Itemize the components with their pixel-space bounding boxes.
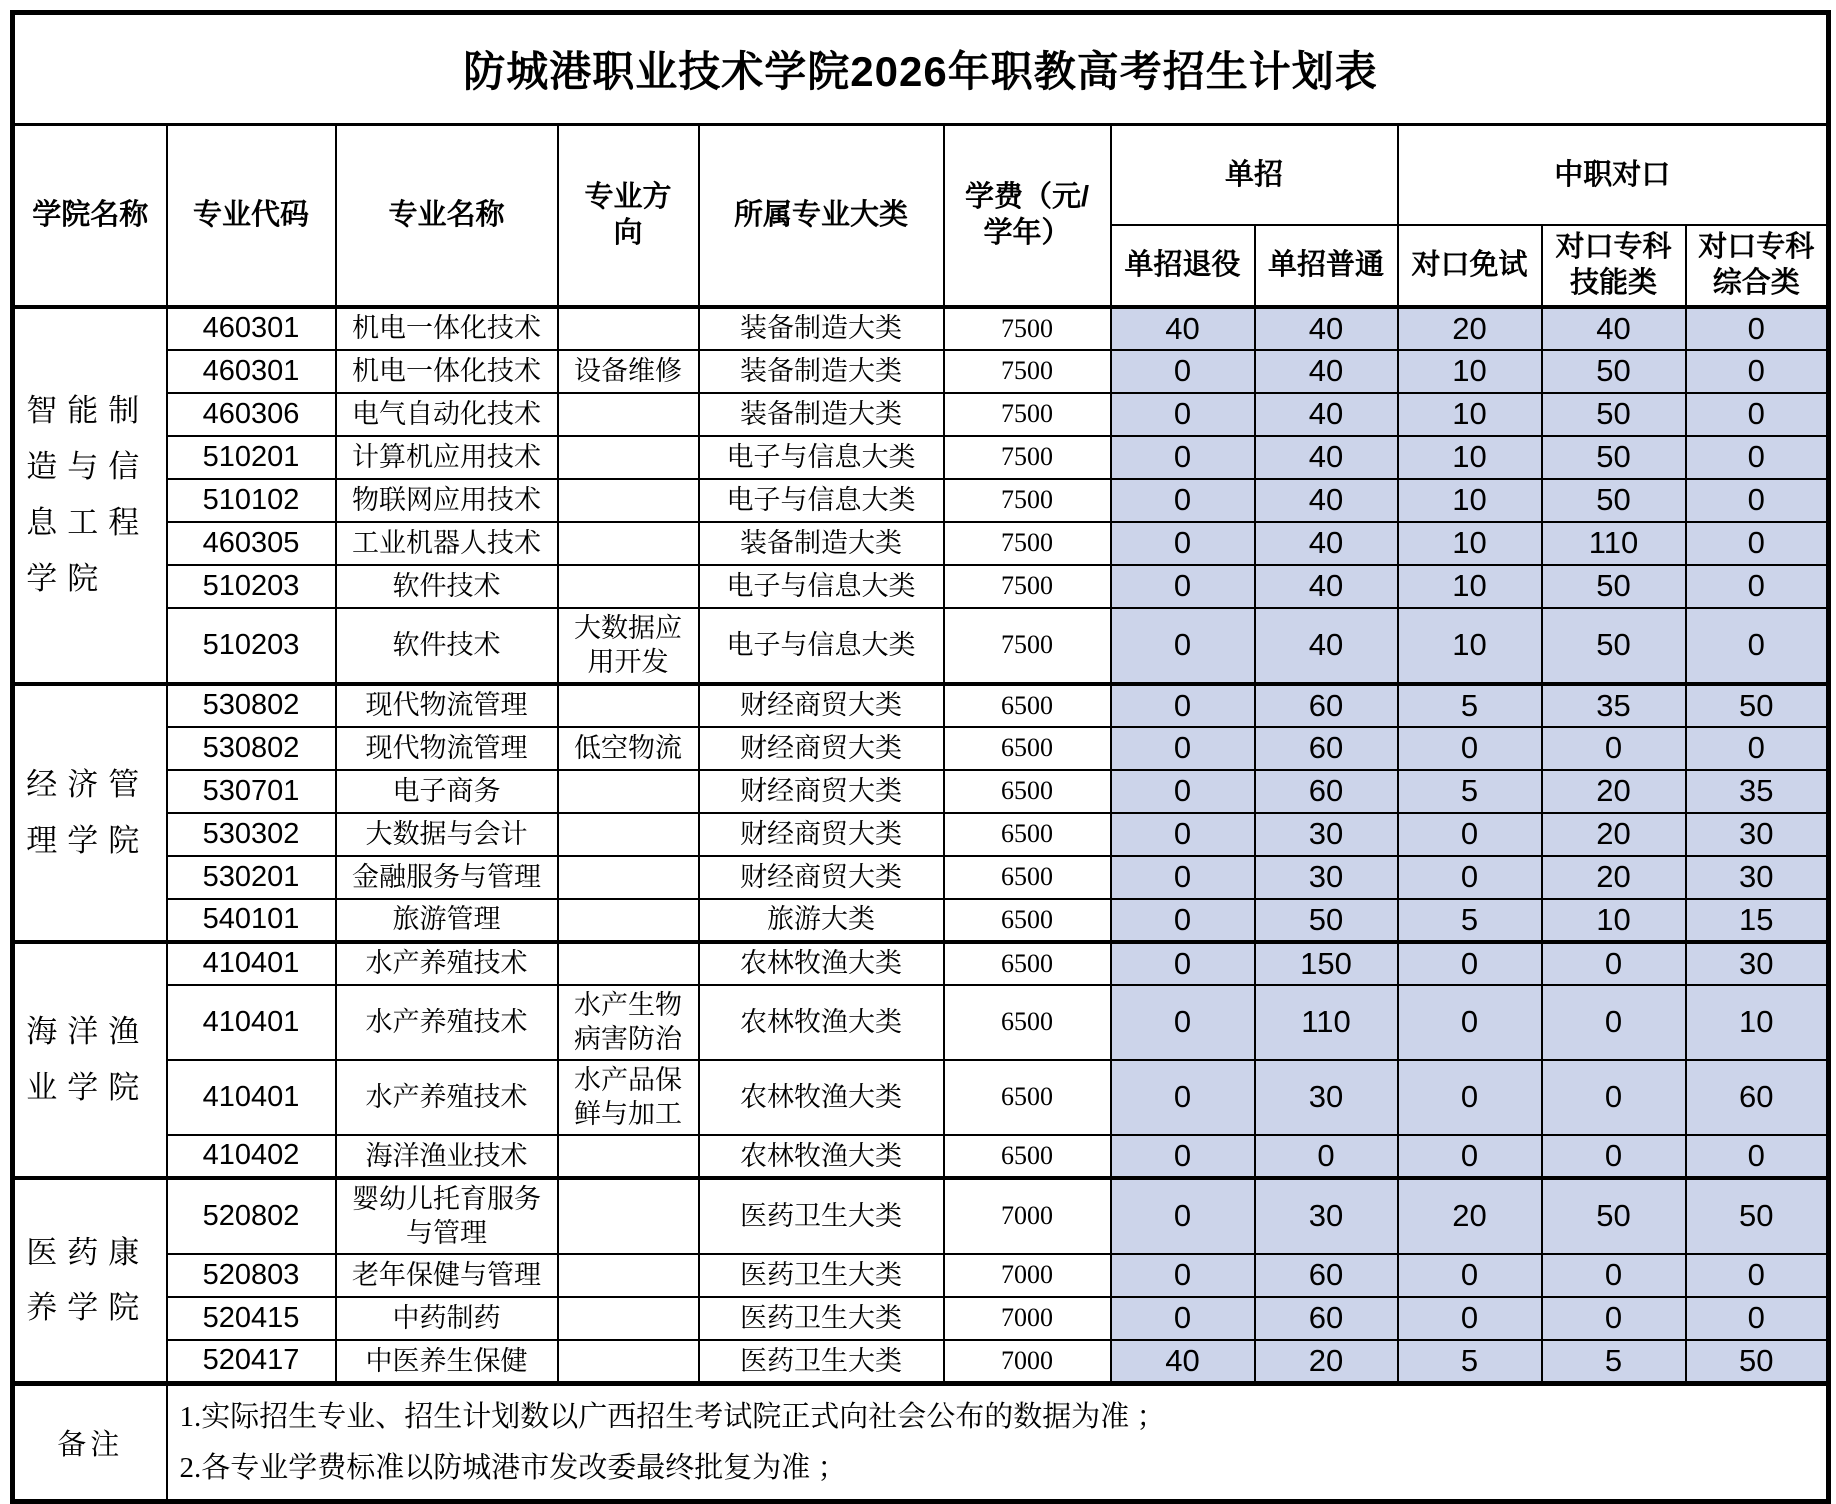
- major-code-cell: 510102: [167, 479, 336, 522]
- table-row: [13, 479, 1829, 522]
- cell-duikou-comprehensive: 0: [1686, 393, 1829, 436]
- cell-duikou-exempt: 10: [1398, 565, 1542, 608]
- cell-duikou-comprehensive: 15: [1686, 899, 1829, 942]
- cell-danzhao-regular: 150: [1255, 942, 1398, 985]
- cell-danzhao-veteran: 0: [1111, 727, 1255, 770]
- header-major-name: 专业名称: [336, 125, 558, 307]
- major-category-cell: 农林牧渔大类: [699, 1060, 944, 1135]
- tuition-cell: 7000: [944, 1178, 1111, 1254]
- major-name-cell: 工业机器人技术: [336, 522, 558, 565]
- major-category-cell: 装备制造大类: [699, 307, 944, 350]
- title-row: [13, 13, 1829, 125]
- major-category-cell: 医药卫生大类: [699, 1178, 944, 1254]
- cell-duikou-exempt: 0: [1398, 856, 1542, 899]
- major-code-cell: 460301: [167, 350, 336, 393]
- table-row: [13, 522, 1829, 565]
- major-name-cell: 电子商务: [336, 770, 558, 813]
- cell-danzhao-veteran: 0: [1111, 350, 1255, 393]
- header-major-code: 专业代码: [167, 125, 336, 307]
- table-row: [13, 1297, 1829, 1340]
- cell-duikou-exempt: 5: [1398, 1340, 1542, 1384]
- cell-duikou-comprehensive: 0: [1686, 1135, 1829, 1178]
- table-row: [13, 899, 1829, 942]
- major-category-cell: 农林牧渔大类: [699, 1135, 944, 1178]
- major-category-cell: 电子与信息大类: [699, 565, 944, 608]
- header-row-top: [13, 125, 1829, 225]
- cell-duikou-comprehensive: 0: [1686, 307, 1829, 350]
- cell-duikou-exempt: 20: [1398, 1178, 1542, 1254]
- cell-duikou-exempt: 5: [1398, 684, 1542, 727]
- cell-duikou-skill: 40: [1542, 307, 1686, 350]
- major-direction-cell: [558, 1297, 699, 1340]
- cell-duikou-skill: 10: [1542, 899, 1686, 942]
- major-code-cell: 510203: [167, 608, 336, 684]
- major-name-cell: 计算机应用技术: [336, 436, 558, 479]
- major-category-cell: 医药卫生大类: [699, 1254, 944, 1297]
- cell-danzhao-regular: 30: [1255, 856, 1398, 899]
- major-code-cell: 510203: [167, 565, 336, 608]
- cell-danzhao-veteran: 0: [1111, 1297, 1255, 1340]
- cell-duikou-exempt: 5: [1398, 770, 1542, 813]
- major-direction-cell: 设备维修: [558, 350, 699, 393]
- major-category-cell: 医药卫生大类: [699, 1340, 944, 1384]
- major-category-cell: 财经商贸大类: [699, 856, 944, 899]
- major-direction-cell: [558, 479, 699, 522]
- major-direction-cell: [558, 856, 699, 899]
- cell-danzhao-veteran: 0: [1111, 1135, 1255, 1178]
- cell-danzhao-veteran: 0: [1111, 942, 1255, 985]
- tuition-cell: 7000: [944, 1340, 1111, 1384]
- cell-danzhao-veteran: 0: [1111, 1178, 1255, 1254]
- major-name-cell: 金融服务与管理: [336, 856, 558, 899]
- cell-duikou-comprehensive: 30: [1686, 813, 1829, 856]
- header-major-direction: 专业方向: [558, 125, 699, 307]
- table-row: [13, 856, 1829, 899]
- tuition-cell: 6500: [944, 684, 1111, 727]
- header-college: 学院名称: [13, 125, 167, 307]
- cell-duikou-comprehensive: 30: [1686, 856, 1829, 899]
- major-category-cell: 农林牧渔大类: [699, 942, 944, 985]
- major-category-cell: 医药卫生大类: [699, 1297, 944, 1340]
- cell-duikou-skill: 50: [1542, 350, 1686, 393]
- cell-duikou-skill: 0: [1542, 985, 1686, 1060]
- tuition-cell: 6500: [944, 770, 1111, 813]
- cell-danzhao-veteran: 0: [1111, 684, 1255, 727]
- major-direction-cell: [558, 1254, 699, 1297]
- major-direction-cell: 大数据应用开发: [558, 608, 699, 684]
- table-row: [13, 436, 1829, 479]
- remarks-label: 备注: [13, 1383, 167, 1502]
- major-direction-cell: [558, 522, 699, 565]
- table-row: [13, 1060, 1829, 1135]
- major-code-cell: 520802: [167, 1178, 336, 1254]
- cell-danzhao-regular: 0: [1255, 1135, 1398, 1178]
- cell-duikou-skill: 110: [1542, 522, 1686, 565]
- tuition-cell: 7500: [944, 393, 1111, 436]
- major-name-cell: 水产养殖技术: [336, 985, 558, 1060]
- cell-danzhao-veteran: 0: [1111, 1254, 1255, 1297]
- major-name-cell: 中医养生保健: [336, 1340, 558, 1384]
- cell-duikou-comprehensive: 50: [1686, 1178, 1829, 1254]
- major-code-cell: 460306: [167, 393, 336, 436]
- major-category-cell: 财经商贸大类: [699, 813, 944, 856]
- cell-danzhao-regular: 40: [1255, 608, 1398, 684]
- cell-danzhao-regular: 40: [1255, 565, 1398, 608]
- cell-duikou-exempt: 10: [1398, 436, 1542, 479]
- cell-duikou-skill: 50: [1542, 1178, 1686, 1254]
- cell-duikou-comprehensive: 0: [1686, 565, 1829, 608]
- major-direction-cell: [558, 565, 699, 608]
- major-category-cell: 装备制造大类: [699, 393, 944, 436]
- cell-duikou-exempt: 0: [1398, 727, 1542, 770]
- major-name-cell: 旅游管理: [336, 899, 558, 942]
- major-code-cell: 520415: [167, 1297, 336, 1340]
- table-row: [13, 813, 1829, 856]
- tuition-cell: 6500: [944, 813, 1111, 856]
- cell-duikou-skill: 0: [1542, 1060, 1686, 1135]
- major-category-cell: 电子与信息大类: [699, 436, 944, 479]
- college-name: 医药康养学院: [26, 1234, 150, 1326]
- cell-duikou-exempt: 0: [1398, 813, 1542, 856]
- major-name-cell: 水产养殖技术: [336, 1060, 558, 1135]
- cell-danzhao-veteran: 40: [1111, 307, 1255, 350]
- cell-duikou-comprehensive: 30: [1686, 942, 1829, 985]
- table-row: [13, 727, 1829, 770]
- header-group-danzhao: 单招: [1111, 125, 1398, 225]
- cell-duikou-comprehensive: 35: [1686, 770, 1829, 813]
- cell-duikou-comprehensive: 50: [1686, 684, 1829, 727]
- remarks-row: [13, 1383, 1829, 1502]
- major-code-cell: 530802: [167, 727, 336, 770]
- college-name-cell: [13, 942, 167, 1178]
- major-name-cell: 机电一体化技术: [336, 350, 558, 393]
- major-direction-cell: 水产品保鲜与加工: [558, 1060, 699, 1135]
- major-code-cell: 520803: [167, 1254, 336, 1297]
- cell-danzhao-veteran: 0: [1111, 436, 1255, 479]
- major-direction-cell: [558, 393, 699, 436]
- cell-duikou-comprehensive: 0: [1686, 436, 1829, 479]
- tuition-cell: 7500: [944, 307, 1111, 350]
- cell-duikou-comprehensive: 60: [1686, 1060, 1829, 1135]
- major-code-cell: 410401: [167, 985, 336, 1060]
- major-category-cell: 农林牧渔大类: [699, 985, 944, 1060]
- cell-danzhao-regular: 40: [1255, 307, 1398, 350]
- table-row: [13, 942, 1829, 985]
- cell-duikou-exempt: 10: [1398, 479, 1542, 522]
- major-code-cell: 530201: [167, 856, 336, 899]
- major-direction-cell: [558, 1135, 699, 1178]
- table-row: [13, 985, 1829, 1060]
- cell-danzhao-regular: 20: [1255, 1340, 1398, 1384]
- remark-line-1: 1.实际招生专业、招生计划数以广西招生考试院正式向社会公布的数据为准 ；: [179, 1400, 1166, 1433]
- table-row: [13, 1254, 1829, 1297]
- cell-duikou-comprehensive: 50: [1686, 1340, 1829, 1384]
- table-row: [13, 307, 1829, 350]
- cell-danzhao-regular: 40: [1255, 479, 1398, 522]
- cell-danzhao-regular: 60: [1255, 1254, 1398, 1297]
- cell-danzhao-veteran: 0: [1111, 856, 1255, 899]
- cell-duikou-exempt: 10: [1398, 393, 1542, 436]
- cell-duikou-exempt: 0: [1398, 1254, 1542, 1297]
- header-tuition: 学费（元/学年）: [944, 125, 1111, 307]
- table-row: [13, 350, 1829, 393]
- major-name-cell: 水产养殖技术: [336, 942, 558, 985]
- cell-duikou-skill: 0: [1542, 942, 1686, 985]
- tuition-cell: 6500: [944, 1060, 1111, 1135]
- major-direction-cell: [558, 899, 699, 942]
- cell-duikou-comprehensive: 0: [1686, 1254, 1829, 1297]
- major-category-cell: 电子与信息大类: [699, 479, 944, 522]
- tuition-cell: 6500: [944, 1135, 1111, 1178]
- cell-danzhao-veteran: 0: [1111, 899, 1255, 942]
- cell-duikou-skill: 5: [1542, 1340, 1686, 1384]
- major-name-cell: 软件技术: [336, 608, 558, 684]
- college-name: 海洋渔业学院: [26, 1013, 150, 1105]
- header-major-category: 所属专业大类: [699, 125, 944, 307]
- major-direction-cell: 低空物流: [558, 727, 699, 770]
- cell-duikou-comprehensive: 0: [1686, 608, 1829, 684]
- major-code-cell: 410401: [167, 1060, 336, 1135]
- enrollment-plan-table: [10, 10, 1831, 1504]
- cell-duikou-exempt: 0: [1398, 1135, 1542, 1178]
- major-name-cell: 中药制药: [336, 1297, 558, 1340]
- cell-duikou-skill: 20: [1542, 856, 1686, 899]
- cell-duikou-comprehensive: 0: [1686, 1297, 1829, 1340]
- cell-duikou-exempt: 0: [1398, 1060, 1542, 1135]
- major-direction-cell: [558, 942, 699, 985]
- major-name-cell: 机电一体化技术: [336, 307, 558, 350]
- cell-danzhao-veteran: 0: [1111, 813, 1255, 856]
- cell-duikou-comprehensive: 0: [1686, 350, 1829, 393]
- cell-duikou-skill: 20: [1542, 813, 1686, 856]
- cell-duikou-exempt: 10: [1398, 608, 1542, 684]
- major-direction-cell: [558, 307, 699, 350]
- major-code-cell: 540101: [167, 899, 336, 942]
- college-name: 经济管理学院: [26, 766, 150, 858]
- cell-duikou-skill: 50: [1542, 608, 1686, 684]
- cell-duikou-comprehensive: 0: [1686, 479, 1829, 522]
- header-duikou-skill: 对口专科技能类: [1542, 225, 1686, 307]
- major-category-cell: 电子与信息大类: [699, 608, 944, 684]
- cell-danzhao-veteran: 40: [1111, 1340, 1255, 1384]
- cell-danzhao-regular: 30: [1255, 813, 1398, 856]
- tuition-cell: 6500: [944, 899, 1111, 942]
- tuition-cell: 6500: [944, 727, 1111, 770]
- major-code-cell: 510201: [167, 436, 336, 479]
- cell-duikou-exempt: 10: [1398, 522, 1542, 565]
- cell-duikou-exempt: 10: [1398, 350, 1542, 393]
- cell-duikou-exempt: 0: [1398, 1297, 1542, 1340]
- major-direction-cell: [558, 770, 699, 813]
- tuition-cell: 7500: [944, 522, 1111, 565]
- cell-danzhao-regular: 110: [1255, 985, 1398, 1060]
- tuition-cell: 7500: [944, 350, 1111, 393]
- major-code-cell: 530701: [167, 770, 336, 813]
- cell-danzhao-regular: 50: [1255, 899, 1398, 942]
- tuition-cell: 6500: [944, 856, 1111, 899]
- remarks-cell: [167, 1383, 1829, 1502]
- major-name-cell: 现代物流管理: [336, 727, 558, 770]
- major-category-cell: 财经商贸大类: [699, 727, 944, 770]
- major-category-cell: 装备制造大类: [699, 522, 944, 565]
- major-code-cell: 410402: [167, 1135, 336, 1178]
- cell-duikou-exempt: 20: [1398, 307, 1542, 350]
- major-name-cell: 海洋渔业技术: [336, 1135, 558, 1178]
- tuition-cell: 7500: [944, 608, 1111, 684]
- cell-danzhao-veteran: 0: [1111, 770, 1255, 813]
- cell-duikou-skill: 50: [1542, 565, 1686, 608]
- cell-danzhao-regular: 30: [1255, 1060, 1398, 1135]
- major-direction-cell: [558, 1178, 699, 1254]
- major-category-cell: 财经商贸大类: [699, 770, 944, 813]
- header-duikou-exempt: 对口免试: [1398, 225, 1542, 307]
- major-name-cell: 电气自动化技术: [336, 393, 558, 436]
- tuition-cell: 7500: [944, 565, 1111, 608]
- major-name-cell: 老年保健与管理: [336, 1254, 558, 1297]
- header-duikou-comprehensive: 对口专科综合类: [1686, 225, 1829, 307]
- cell-duikou-comprehensive: 10: [1686, 985, 1829, 1060]
- major-direction-cell: 水产生物病害防治: [558, 985, 699, 1060]
- table-row: [13, 1178, 1829, 1254]
- major-category-cell: 装备制造大类: [699, 350, 944, 393]
- cell-danzhao-veteran: 0: [1111, 479, 1255, 522]
- college-name: 智能制造与信息工程学院: [26, 393, 150, 596]
- cell-danzhao-regular: 40: [1255, 436, 1398, 479]
- table-row: [13, 565, 1829, 608]
- cell-duikou-skill: 20: [1542, 770, 1686, 813]
- cell-duikou-skill: 50: [1542, 393, 1686, 436]
- cell-danzhao-regular: 60: [1255, 727, 1398, 770]
- cell-duikou-exempt: 0: [1398, 985, 1542, 1060]
- cell-duikou-skill: 50: [1542, 436, 1686, 479]
- major-direction-cell: [558, 684, 699, 727]
- cell-danzhao-veteran: 0: [1111, 985, 1255, 1060]
- tuition-cell: 7000: [944, 1297, 1111, 1340]
- cell-danzhao-regular: 30: [1255, 1178, 1398, 1254]
- table-row: [13, 770, 1829, 813]
- major-name-cell: 软件技术: [336, 565, 558, 608]
- cell-duikou-comprehensive: 0: [1686, 727, 1829, 770]
- major-code-cell: 410401: [167, 942, 336, 985]
- major-name-cell: 大数据与会计: [336, 813, 558, 856]
- cell-danzhao-regular: 60: [1255, 770, 1398, 813]
- cell-danzhao-veteran: 0: [1111, 565, 1255, 608]
- major-code-cell: 530802: [167, 684, 336, 727]
- cell-duikou-comprehensive: 0: [1686, 522, 1829, 565]
- major-category-cell: 财经商贸大类: [699, 684, 944, 727]
- cell-duikou-skill: 50: [1542, 479, 1686, 522]
- header-danzhao-veteran: 单招退役: [1111, 225, 1255, 307]
- major-code-cell: 460305: [167, 522, 336, 565]
- header-danzhao-regular: 单招普通: [1255, 225, 1398, 307]
- major-direction-cell: [558, 436, 699, 479]
- major-code-cell: 530302: [167, 813, 336, 856]
- header-group-zhongzhi-duikou: 中职对口: [1398, 125, 1829, 225]
- page-title: 防城港职业技术学院2026年职教高考招生计划表: [13, 13, 1829, 125]
- table-row: [13, 1340, 1829, 1384]
- cell-duikou-skill: 0: [1542, 727, 1686, 770]
- cell-danzhao-regular: 40: [1255, 393, 1398, 436]
- cell-duikou-exempt: 0: [1398, 942, 1542, 985]
- table-row: [13, 1135, 1829, 1178]
- cell-danzhao-veteran: 0: [1111, 1060, 1255, 1135]
- major-name-cell: 物联网应用技术: [336, 479, 558, 522]
- tuition-cell: 7500: [944, 436, 1111, 479]
- major-category-cell: 旅游大类: [699, 899, 944, 942]
- cell-danzhao-veteran: 0: [1111, 608, 1255, 684]
- major-code-cell: 520417: [167, 1340, 336, 1384]
- tuition-cell: 7500: [944, 479, 1111, 522]
- cell-duikou-skill: 0: [1542, 1135, 1686, 1178]
- major-direction-cell: [558, 1340, 699, 1384]
- cell-danzhao-regular: 60: [1255, 684, 1398, 727]
- cell-duikou-skill: 0: [1542, 1254, 1686, 1297]
- cell-duikou-skill: 0: [1542, 1297, 1686, 1340]
- tuition-cell: 7000: [944, 1254, 1111, 1297]
- table-row: [13, 393, 1829, 436]
- tuition-cell: 6500: [944, 942, 1111, 985]
- table-row: [13, 608, 1829, 684]
- cell-danzhao-veteran: 0: [1111, 393, 1255, 436]
- cell-duikou-exempt: 5: [1398, 899, 1542, 942]
- tuition-cell: 6500: [944, 985, 1111, 1060]
- cell-danzhao-regular: 60: [1255, 1297, 1398, 1340]
- college-name-cell: [13, 684, 167, 942]
- table-row: [13, 684, 1829, 727]
- college-name-cell: [13, 307, 167, 684]
- cell-danzhao-veteran: 0: [1111, 522, 1255, 565]
- major-direction-cell: [558, 813, 699, 856]
- major-name-cell: 现代物流管理: [336, 684, 558, 727]
- college-name-cell: [13, 1178, 167, 1384]
- major-name-cell: 婴幼儿托育服务与管理: [336, 1178, 558, 1254]
- cell-duikou-skill: 35: [1542, 684, 1686, 727]
- cell-danzhao-regular: 40: [1255, 350, 1398, 393]
- cell-danzhao-regular: 40: [1255, 522, 1398, 565]
- remark-line-2: 2.各专业学费标准以防城港市发改委最终批复为准 ；: [179, 1451, 847, 1484]
- major-code-cell: 460301: [167, 307, 336, 350]
